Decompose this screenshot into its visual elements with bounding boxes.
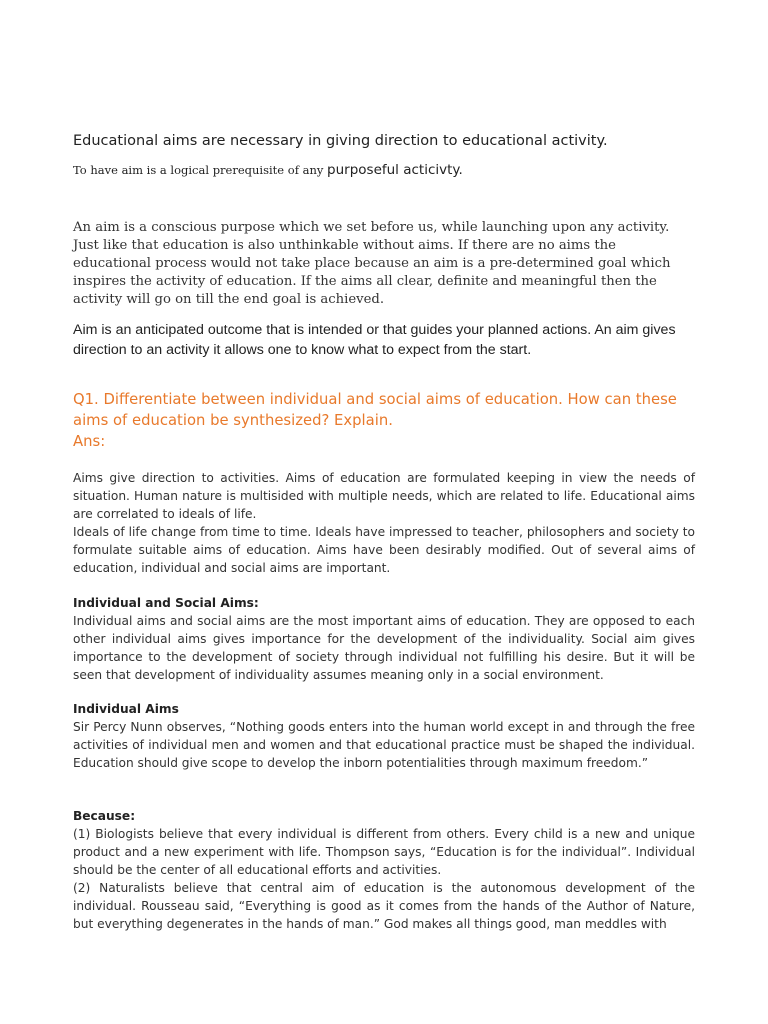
intro-line-2 bbox=[73, 160, 695, 180]
because-list bbox=[73, 825, 695, 933]
conscious-purpose-paragraph: An aim is a conscious purpose which we set before us, while launching upon any activity. Just like that education is also unthinkable without aims. If there are no aims the educational process would not take place because an aim is a pre-determined goal which inspires the activity of education. If the aims all clear, definite and meaningful then the activity will go on till the end goal is achieved. bbox=[73, 220, 671, 307]
individual-social-heading: Individual and Social Aims: bbox=[73, 596, 259, 610]
intro-line-2-serif: To have aim is a logical prerequisite of any bbox=[73, 163, 328, 177]
question-heading: Q1. Differentiate between individual and social aims of education. How can these aims of education be synthesized? Explain. bbox=[73, 391, 677, 429]
intro-line-2-sans: purposeful acticivty. bbox=[327, 162, 463, 178]
answer-label: Ans: bbox=[73, 433, 106, 450]
because-heading: Because: bbox=[73, 809, 136, 823]
answer-intro bbox=[73, 469, 695, 577]
individual-social-paragraph: Individual aims and social aims are the most important aims of education. They are opposed to each other individual aims gives importance for the development of the individuality. Social aim gives importance to the development of society through individual not fulfilling his desire. But it will be seen that development of individuality assumes meaning only in a social environment. bbox=[73, 614, 695, 682]
because-point: (1) Biologists believe that every individual is different from others. Every child is a new and unique product and a new experiment with life. Thompson says, “Education is for the individual”. Individual should be the center of all educational efforts and activities. bbox=[73, 827, 695, 877]
intro-line-1: Educational aims are necessary in giving direction to educational activity. bbox=[73, 133, 608, 149]
anticipated-outcome-paragraph: Aim is an anticipated outcome that is intended or that guides your planned actions. An aim gives direction to an activity it allows one to know what to expect from the start. bbox=[73, 322, 676, 358]
because-point: (2) Naturalists believe that central aim of education is the autonomous development of the individual. Rousseau said, “Everything is good as it comes from the hands of the Author of Nature, but everything degenerates in the hands of man.” God makes all things good, man meddles with bbox=[73, 881, 695, 931]
answer-intro-paragraph: Aims give direction to activities. Aims of education are formulated keeping in view the needs of situation. Human nature is multisided with multiple needs, which are related to life. Educational aims are correlated to ideals of life. bbox=[73, 471, 695, 521]
individual-aims-paragraph: Sir Percy Nunn observes, “Nothing goods enters into the human world except in and through the free activities of individual men and women and that educational practice must be shaped the individual. Education should give scope to develop the inborn potentialities through maximum freedom.” bbox=[73, 720, 695, 770]
individual-aims-heading: Individual Aims bbox=[73, 702, 179, 716]
answer-intro-paragraph: Ideals of life change from time to time. Ideals have impressed to teacher, philosophers and society to formulate suitable aims of education. Aims have been desirably modified. Out of several aims of education, individual and social aims are important. bbox=[73, 525, 695, 575]
